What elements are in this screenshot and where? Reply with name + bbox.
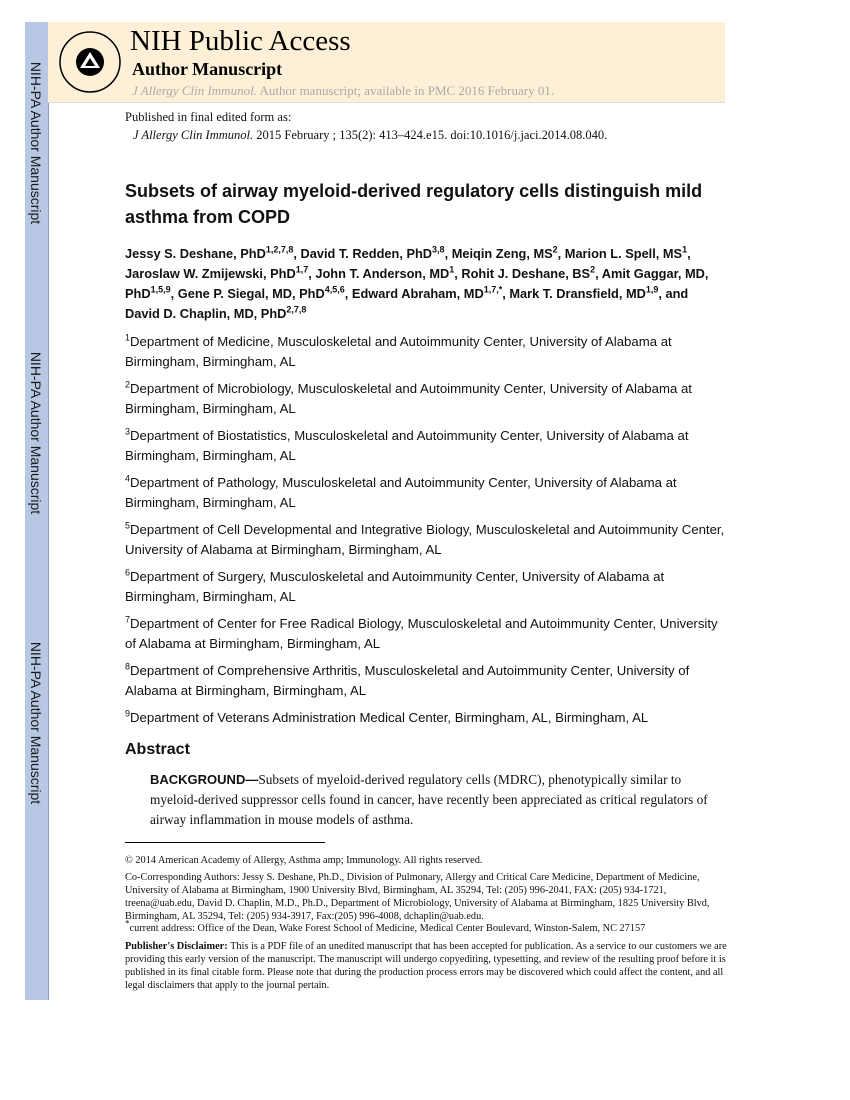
abstract-heading: Abstract <box>125 740 190 758</box>
author-separator: , <box>557 246 565 261</box>
published-citation: 2015 February ; 135(2): 413–424.e15. doi:10.1016/j.jaci.2014.08.040. <box>256 128 608 142</box>
author-name: Amit Gaggar, MD, PhD <box>125 266 709 301</box>
author-list <box>125 244 725 324</box>
affiliation-text: Department of Microbiology, Musculoskeletal and Autoimmunity Center, University of Alabama at Birmingham, Birmingham, AL <box>125 381 692 416</box>
author-affiliation-marks: 1,9 <box>645 284 659 295</box>
author-separator: , <box>502 286 510 301</box>
header-title: NIH Public Access <box>130 25 351 57</box>
author-affiliation-marks: 1 <box>682 244 688 255</box>
author-name: Jaroslaw W. Zmijewski, PhD <box>125 266 296 281</box>
sidebar-label: NIH-PA Author Manuscript <box>28 641 44 805</box>
author-name: Mark T. Dransfield, MD <box>509 286 646 301</box>
sidebar-label: NIH-PA Author Manuscript <box>28 351 44 515</box>
affiliation-number: 6 <box>125 567 131 578</box>
affiliation-list <box>125 332 730 728</box>
affiliation <box>125 379 730 418</box>
author-affiliation-marks: 2 <box>590 264 596 275</box>
header-subtitle: Author Manuscript <box>132 59 283 79</box>
affiliation-number: 8 <box>125 661 131 672</box>
article-title: Subsets of airway myeloid-derived regulatory cells distinguish mild asthma from COPD <box>125 181 703 227</box>
author-name: John T. Anderson, MD <box>315 266 450 281</box>
affiliation <box>125 473 730 512</box>
current-address: current address: Office of the Dean, Wake Forest School of Medicine, Medical Center Boulevard, Winston-Salem, NC 27157 <box>129 923 646 935</box>
author-name: David D. Chaplin, MD, PhD <box>125 306 287 321</box>
author-affiliation-marks: 1,2,7,8 <box>265 244 294 255</box>
disclaimer-text: This is a PDF file of an unedited manuscript that has been accepted for publication. As a service to our customers we are providing this early version of the manuscript. The manuscript will undergo copyediting, typesetting, and review of the resulting proof before it is published in its final citable form. Please note that during the production process errors may be discovered which could affect the content, and all legal disclaimers that apply to the journal pertain. <box>125 941 727 991</box>
abstract-body <box>150 770 725 830</box>
author-affiliation-marks: 1,7 <box>295 264 309 275</box>
footnote-divider <box>125 842 325 843</box>
affiliation-number: 5 <box>125 520 131 531</box>
author-affiliation-marks: 1 <box>449 264 455 275</box>
availability-text: Author manuscript; available in PMC 2016 February 01. <box>259 83 555 98</box>
author-separator: , <box>687 246 691 261</box>
author-affiliation-marks: 4,5,6 <box>324 284 345 295</box>
author-name: Meiqin Zeng, MS <box>451 246 553 261</box>
journal-name: J Allergy Clin Immunol. <box>132 83 257 98</box>
availability-line <box>132 82 554 99</box>
author-affiliation-marks: 3,8 <box>432 244 445 255</box>
author-affiliation-marks: 2 <box>552 244 558 255</box>
published-journal: J Allergy Clin Immunol. <box>133 128 254 142</box>
affiliation-text: Department of Surgery, Musculoskeletal and Autoimmunity Center, University of Alabama at Birmingham, Birmingham, AL <box>125 569 665 604</box>
affiliation-text: Department of Medicine, Musculoskeletal and Autoimmunity Center, University of Alabama at Birmingham, Birmingham, AL <box>125 334 672 369</box>
main-column <box>125 108 730 997</box>
current-address-mark: * <box>125 919 130 930</box>
author-name: Marion L. Spell, MS <box>564 246 683 261</box>
footnotes <box>125 855 730 993</box>
author-separator: , and <box>658 286 689 301</box>
author-separator: , <box>344 286 352 301</box>
affiliation <box>125 520 730 559</box>
affiliation-number: 4 <box>125 473 131 484</box>
affiliation-number: 7 <box>125 614 131 625</box>
affiliation <box>125 708 730 728</box>
affiliation-text: Department of Veterans Administration Medical Center, Birmingham, AL, Birmingham, AL <box>130 710 649 725</box>
affiliation <box>125 426 730 465</box>
author-separator: , <box>454 266 462 281</box>
affiliation-text: Department of Comprehensive Arthritis, Musculoskeletal and Autoimmunity Center, University of Alabama at Birmingham, Birmingham, AL <box>125 663 690 698</box>
published-label: Published in final edited form as: <box>125 110 292 124</box>
author-separator: , <box>170 286 178 301</box>
affiliation-text: Department of Cell Developmental and Integrative Biology, Musculoskeletal and Autoimmunity Center, University of Alabama at Birmingham, Birmingham, AL <box>125 522 725 557</box>
nih-header <box>48 22 725 103</box>
author-name: Edward Abraham, MD <box>351 286 484 301</box>
affiliation-text: Department of Center for Free Radical Biology, Musculoskeletal and Autoimmunity Center, University of Alabama at Birmingham, Birmingham, AL <box>125 616 718 651</box>
affiliation-number: 3 <box>125 426 131 437</box>
author-name: Gene P. Siegal, MD, PhD <box>177 286 325 301</box>
publication-info <box>125 108 730 144</box>
author-name: Jessy S. Deshane, PhD <box>125 246 266 261</box>
author-separator: , <box>293 246 301 261</box>
author-separator: , <box>444 246 452 261</box>
affiliation-number: 9 <box>125 708 131 719</box>
sidebar-label: NIH-PA Author Manuscript <box>28 61 44 225</box>
nihpa-sidebar <box>25 22 49 1000</box>
affiliation-number: 1 <box>125 332 131 343</box>
affiliation-number: 2 <box>125 379 131 390</box>
nih-logo-icon <box>54 26 126 98</box>
corresponding-authors: Co-Corresponding Authors: Jessy S. Deshane, Ph.D., Division of Pulmonary, Allergy and Critical Care Medicine, Department of Medicine, University of Alabama at Birmingham, 1900 University Blvd, Birmingham, AL 35294, Tel: (205) 996-2041, FAX: (205) 934-1721, treena@uab.edu, David D. Chaplin, M.D., Ph.D., Department of Microbiology, University of Alabama at Birmingham, 1825 University Blvd, Birmingham, AL 35294, Tel: (205) 934-3917, Fax:(205) 996-4008, dchaplin@uab.edu. <box>125 872 710 922</box>
author-separator: , <box>308 266 316 281</box>
abstract-section-label: BACKGROUND— <box>150 771 259 787</box>
affiliation <box>125 332 730 371</box>
affiliation <box>125 567 730 606</box>
author-affiliation-marks: 1,7,* <box>483 284 503 295</box>
author-name: Rohit J. Deshane, BS <box>461 266 591 281</box>
author-separator: , <box>595 266 602 281</box>
abstract-text: Subsets of myeloid-derived regulatory cells (MDRC), phenotypically similar to myeloid-derived suppressor cells found in cancer, have recently been appreciated as critical regulators of airway inflammation in mouse models of asthma. <box>150 771 708 827</box>
copyright-note: © 2014 American Academy of Allergy, Asthma amp; Immunology. All rights reserved. <box>125 854 483 866</box>
affiliation <box>125 614 730 653</box>
disclaimer-label: Publisher's Disclaimer: <box>125 941 228 953</box>
affiliation <box>125 661 730 700</box>
affiliation-text: Department of Pathology, Musculoskeletal and Autoimmunity Center, University of Alabama at Birmingham, Birmingham, AL <box>125 475 677 510</box>
author-affiliation-marks: 1,5,9 <box>150 284 171 295</box>
affiliation-text: Department of Biostatistics, Musculoskeletal and Autoimmunity Center, University of Alabama at Birmingham, Birmingham, AL <box>125 428 689 463</box>
author-affiliation-marks: 2,7,8 <box>286 304 307 315</box>
author-name: David T. Redden, PhD <box>300 246 433 261</box>
